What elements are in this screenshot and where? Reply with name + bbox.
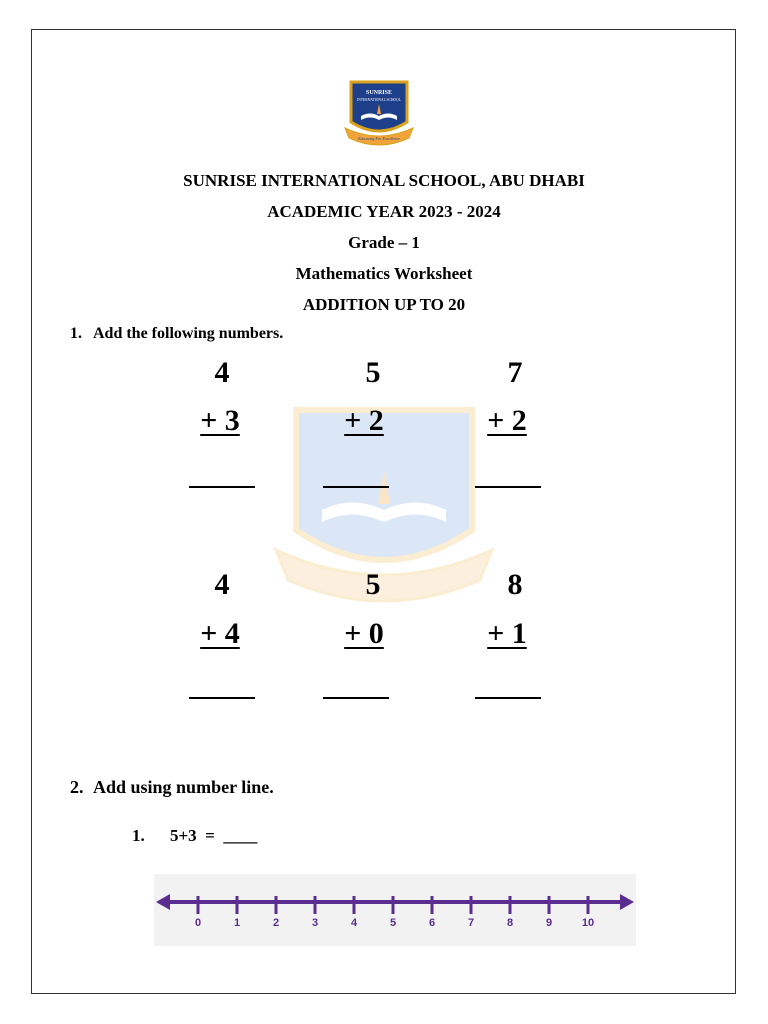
number-line-problem-1-expression: 5+3 = ____: [170, 826, 258, 845]
logo-text-top: SUNRISE: [365, 90, 393, 96]
number-line-tick-label: 3: [311, 917, 319, 929]
number-line: [154, 874, 636, 946]
problem-3-addend: + 2: [487, 404, 527, 437]
problem-2-answer-line[interactable]: [323, 486, 389, 488]
problem-4-addend: + 4: [200, 617, 240, 650]
problem-2-addend: + 2: [344, 404, 384, 437]
problem-3-top: 7: [507, 356, 523, 389]
problem-4-top: 4: [214, 568, 230, 601]
problem-6-answer-line[interactable]: [475, 697, 541, 699]
logo-text-sub: INTERNATIONAL SCHOOL: [357, 98, 401, 102]
section-2-text: Add using number line.: [93, 777, 274, 797]
number-line-tick-label: 9: [545, 917, 553, 929]
academic-year: ACADEMIC YEAR 2023 - 2024: [267, 202, 501, 221]
number-line-problem-1: [132, 826, 257, 846]
number-line-tick-label: 8: [506, 917, 514, 929]
number-line-tick-label: 1: [233, 917, 241, 929]
problem-3-answer-line[interactable]: [475, 486, 541, 488]
problem-6-addend: + 1: [487, 617, 527, 650]
problem-5-answer-line[interactable]: [323, 697, 389, 699]
school-name: SUNRISE INTERNATIONAL SCHOOL, ABU DHABI: [183, 171, 585, 190]
problem-1-addend: + 3: [200, 404, 240, 437]
number-line-tick-label: 4: [350, 917, 358, 929]
grade: Grade – 1: [348, 233, 420, 252]
number-line-tick-label: 0: [194, 917, 202, 929]
worksheet-topic: ADDITION UP TO 20: [302, 295, 466, 314]
logo-motto: Educating For Excellence: [358, 136, 400, 141]
number-line-box: [154, 874, 636, 946]
problem-1-answer-line[interactable]: [189, 486, 255, 488]
section-1-number: 1.: [70, 325, 82, 342]
problem-1-top: 4: [214, 356, 230, 389]
school-logo: [343, 78, 415, 152]
number-line-tick-label: 6: [428, 917, 436, 929]
number-line-problem-1-number: 1.: [132, 826, 145, 845]
number-line-tick-label: 7: [467, 917, 475, 929]
section-1-title: [70, 325, 283, 343]
problem-5-top: 5: [365, 568, 381, 601]
number-line-left-arrow: [156, 894, 170, 910]
number-line-tick-label: 5: [389, 917, 397, 929]
section-1-text: Add the following numbers.: [93, 325, 284, 342]
number-line-tick-label: 10: [581, 917, 595, 929]
worksheet-subject: Mathematics Worksheet: [295, 264, 473, 283]
problem-2-top: 5: [365, 356, 381, 389]
problem-4-answer-line[interactable]: [189, 697, 255, 699]
number-line-right-arrow: [620, 894, 634, 910]
problem-5-addend: + 0: [344, 617, 384, 650]
section-2-number: 2.: [70, 777, 84, 797]
number-line-tick-label: 2: [272, 917, 280, 929]
section-2-title: [70, 777, 274, 798]
problem-6-top: 8: [507, 568, 523, 601]
